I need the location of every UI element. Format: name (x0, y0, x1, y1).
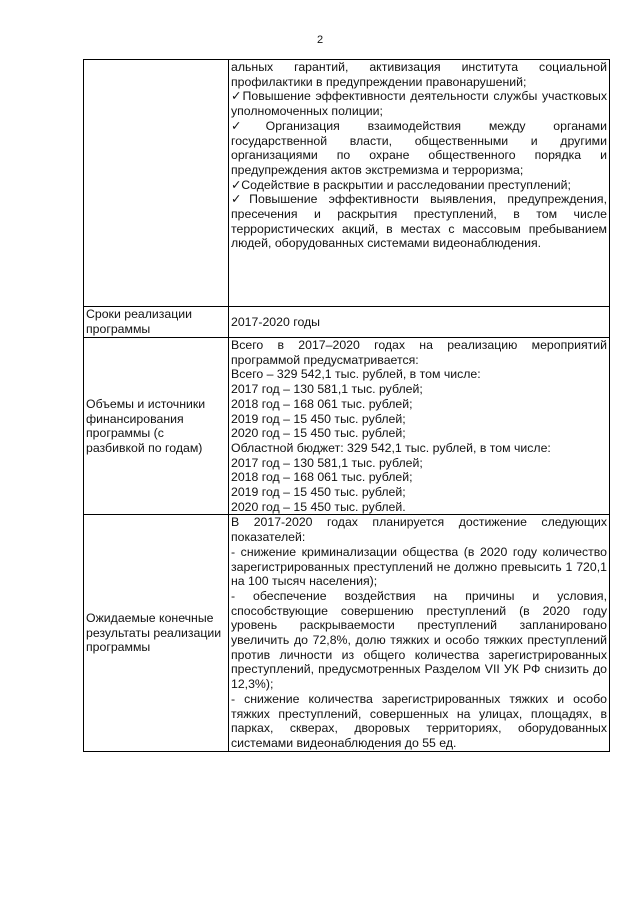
page-number: 2 (316, 34, 324, 46)
goals-line: альных гарантий, активизация института социальной профилактики в предупреждении правонарушений; (231, 60, 607, 89)
funding-line: 2017 год – 130 581,1 тыс. рублей; (231, 382, 423, 397)
table-row-funding (84, 338, 610, 515)
goals-line: ✓Организация взаимодействия между органами государственной власти, общественными и другими организациями по охране общественного порядка и предупреждения актов экстремизма и терроризма; (231, 118, 607, 177)
terms-label-cell: Сроки реализации программы (84, 307, 229, 338)
funding-line: 2020 год – 15 450 тыс. рублей. (231, 499, 406, 514)
results-content-cell (229, 515, 610, 751)
funding-line: 2018 год – 168 061 тыс. рублей; (231, 396, 413, 411)
program-passport-table (83, 59, 610, 752)
goals-content-cell (229, 60, 610, 307)
table-row-results (84, 515, 610, 751)
results-line: - снижение количества зарегистрированных тяжких и особо тяжких преступлений, совершенных на улицах, площадях, в парках, скверах, дворовых территориях, оборудованных системами видеонаблюдения до 55 ед. (231, 691, 607, 750)
funding-line: Областной бюджет: 329 542,1 тыс. рублей, в том числе: (231, 440, 551, 455)
goals-line: ✓Повышение эффективности деятельности службы участковых уполномоченных полиции; (231, 89, 607, 119)
funding-content-cell (229, 338, 610, 515)
results-line: - обеспечение воздействия на причины и условия, способствующие совершению преступлений (в 2020 году уровень раскрываемости преступлений запланировано увеличить до 72,8%, долю тяжких и особо тяжких преступлений против личности из общего количества зарегистрированных преступлений, предусмотренных Разделом VII УК РФ снизить до 12,3%); (231, 588, 607, 692)
funding-line: 2019 год – 15 450 тыс. рублей; (231, 411, 406, 426)
results-label-cell: Ожидаемые конечные результаты реализации программы (84, 515, 229, 751)
funding-line: 2017 год – 130 581,1 тыс. рублей; (231, 455, 423, 470)
results-line: - снижение криминализации общества (в 2020 году количество зарегистрированных преступлений не должно превысить 1 720,1 на 100 тысяч населения); (231, 544, 607, 589)
funding-line: Всего – 329 542,1 тыс. рублей, в том числе: (231, 367, 481, 382)
funding-line: 2018 год – 168 061 тыс. рублей; (231, 470, 413, 485)
terms-value-cell: 2017-2020 годы (229, 307, 610, 338)
funding-line: 2019 год – 15 450 тыс. рублей; (231, 485, 406, 500)
goals-line: ✓Содействие в раскрытии и расследовании преступлений; (231, 177, 571, 192)
funding-label-cell: Объемы и источники финансирования программы (с разбивкой по годам) (84, 338, 229, 515)
table-row-terms (84, 307, 610, 338)
table-row-goals (84, 60, 610, 307)
funding-line: Всего в 2017–2020 годах на реализацию мероприятий программой предусматривается: (231, 338, 607, 367)
goals-line: ✓Повышение эффективности выявления, предупреждения, пресечения и раскрытия преступлений, в том числе террористических акций, в местах с массовым пребыванием людей, оборудованных системами видеонаблюдения. (231, 192, 607, 251)
funding-line: 2020 год – 15 450 тыс. рублей; (231, 426, 406, 441)
goals-label-cell (84, 60, 229, 307)
results-line: В 2017-2020 годах планируется достижение следующих показателей: (231, 515, 607, 545)
